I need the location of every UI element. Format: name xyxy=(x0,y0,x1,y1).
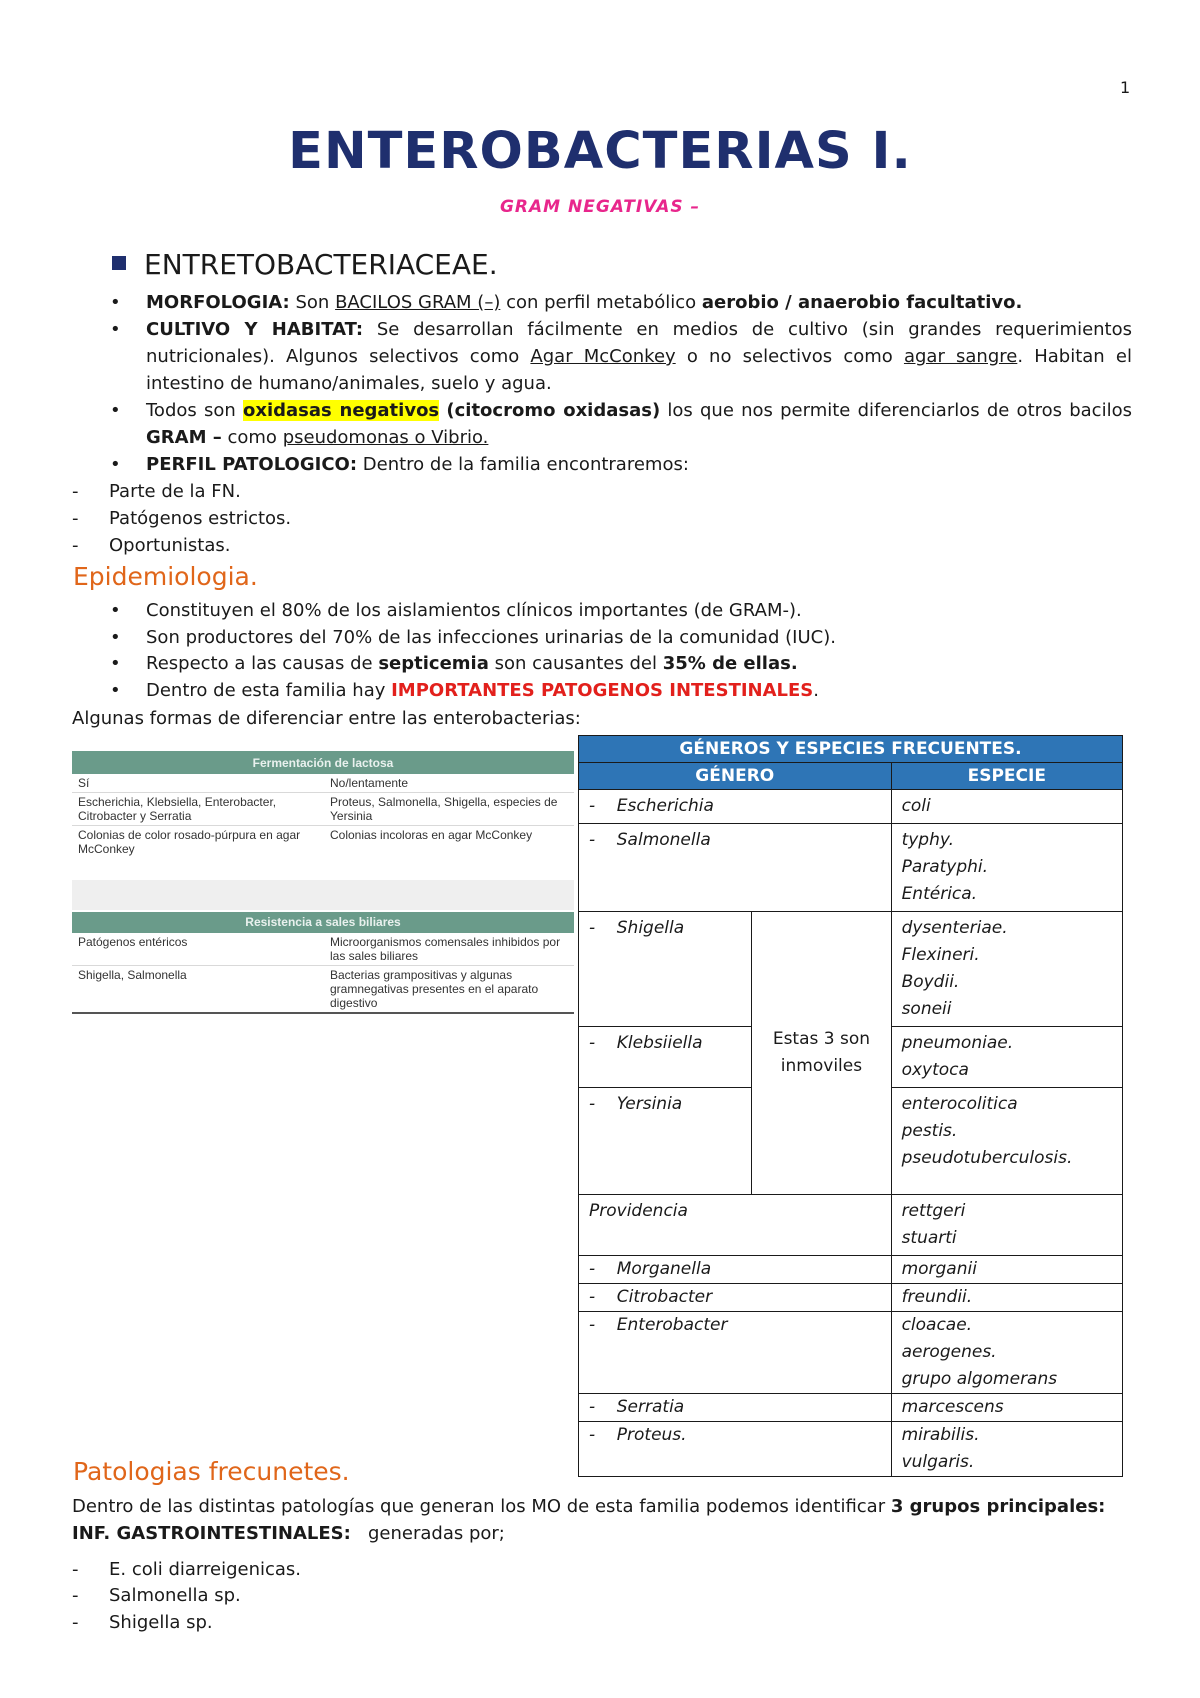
bullet-icon: • xyxy=(110,400,121,421)
especie-cell: coli xyxy=(891,790,1122,824)
square-bullet-icon xyxy=(112,256,126,270)
text: Dentro de las distintas patologías que generan los MO de esta familia podemos identificar xyxy=(72,1496,886,1517)
section-heading-enterobacteriaceae xyxy=(112,248,498,281)
red-text: IMPORTANTES PATOGENOS INTESTINALES xyxy=(391,680,814,701)
table-row xyxy=(72,933,574,966)
dash-item: - Salmonella sp. xyxy=(72,1585,241,1606)
text: . Habitan el intestino de humano/animales, suelo y agua. xyxy=(146,346,1132,394)
bullet-cultivo xyxy=(110,316,1132,397)
table-cell: Escherichia, Klebsiella, Enterobacter, Citrobacter y Serratia xyxy=(78,795,277,823)
heading-epidemiologia: Epidemiologia. xyxy=(73,562,258,591)
table-cell: Microorganismos comensales inhibidos por las sales biliares xyxy=(330,935,561,963)
text: con perfil metabólico xyxy=(506,292,697,313)
bullet-perfil xyxy=(110,451,1132,478)
table-row xyxy=(72,826,574,864)
table-row xyxy=(579,912,1123,1027)
table-row xyxy=(579,790,1123,824)
genero-cell: Providencia xyxy=(579,1195,892,1256)
table-row xyxy=(72,966,574,1014)
table-cell: Colonias incoloras en agar McConkey xyxy=(330,828,533,842)
bullet-oxidasa xyxy=(110,397,1132,451)
table-row xyxy=(579,1312,1123,1394)
bullet-morfologia xyxy=(110,289,1132,316)
table-cell: Patógenos entéricos xyxy=(78,935,188,949)
genero-cell: - Proteus. xyxy=(579,1422,892,1477)
table-row xyxy=(579,1195,1123,1256)
genero-cell: - Citrobacter xyxy=(579,1284,892,1312)
text: son causantes del xyxy=(494,653,657,674)
patologias-intro xyxy=(72,1493,1132,1520)
table-row xyxy=(579,1256,1123,1284)
heading-patologias: Patologias frecunetes. xyxy=(73,1457,350,1486)
dash-item: - Oportunistas. xyxy=(72,535,231,556)
bullet-epi-4 xyxy=(110,677,1132,704)
text: Dentro de esta familia hay xyxy=(146,680,386,701)
dash-item: - E. coli diarreigenicas. xyxy=(72,1559,302,1580)
genero-cell: - Shigella xyxy=(579,912,752,1027)
label: CULTIVO Y HABITAT: xyxy=(146,319,364,340)
especie-cell: morganii xyxy=(891,1256,1122,1284)
underlined-text: BACILOS GRAM (–) xyxy=(335,292,501,313)
especie-cell: marcescens xyxy=(891,1394,1122,1422)
dash-text: Shigella sp. xyxy=(109,1612,213,1633)
page-subtitle: GRAM NEGATIVAS – xyxy=(499,197,701,217)
highlighted-text: oxidasas negativos xyxy=(243,400,440,421)
dash-text: Salmonella sp. xyxy=(109,1585,241,1606)
especie-cell: pneumoniae. oxytoca xyxy=(891,1027,1122,1088)
page-number: 1 xyxy=(1120,78,1131,97)
label: PERFIL PATOLOGICO: xyxy=(146,454,358,475)
text: Constituyen el 80% de los aislamientos clínicos importantes (de GRAM-). xyxy=(146,600,802,621)
bullet-epi-2 xyxy=(110,624,1132,651)
bold-text: GRAM – xyxy=(146,427,222,448)
dash-item: - Shigella sp. xyxy=(72,1612,213,1633)
underlined-text: Agar McConkey xyxy=(530,346,676,367)
text: Se desarrollan fácilmente en medios de cultivo (sin grandes requerimientos nutricionales). Algunos selectivos como xyxy=(146,319,1132,367)
text: los que nos permite diferenciarlos de otros bacilos xyxy=(667,400,1132,421)
section-heading-text: ENTRETOBACTERIACEAE. xyxy=(144,248,498,281)
bullet-icon: • xyxy=(110,600,121,621)
table-cell: No/lentamente xyxy=(330,776,409,790)
especie-cell: typhy. Paratyphi. Entérica. xyxy=(891,824,1122,912)
especie-cell: dysenteriae. Flexineri. Boydii. soneii xyxy=(891,912,1122,1027)
table-row xyxy=(72,793,574,826)
bold-text: septicemia xyxy=(378,653,489,674)
table-row xyxy=(72,774,574,793)
table-cell: Shigella, Salmonella xyxy=(78,968,187,982)
table-cell: Colonias de color rosado-púrpura en agar McConkey xyxy=(78,828,301,856)
genero-cell: - Enterobacter xyxy=(579,1312,892,1394)
genero-cell: - Salmonella xyxy=(579,824,892,912)
especie-cell: freundii. xyxy=(891,1284,1122,1312)
especie-cell: mirabilis. vulgaris. xyxy=(891,1422,1122,1477)
dash-text: Oportunistas. xyxy=(109,535,231,556)
text: Son productores del 70% de las infecciones urinarias de la comunidad (IUC). xyxy=(146,627,836,648)
diferenciar-text: Algunas formas de diferenciar entre las enterobacterias: xyxy=(72,708,581,729)
genero-cell: - Escherichia xyxy=(579,790,892,824)
underlined-text: pseudomonas o Vibrio. xyxy=(282,427,489,448)
dash-text: E. coli diarreigenicas. xyxy=(109,1559,302,1580)
text: o no selectivos como xyxy=(686,346,893,367)
text: . xyxy=(813,680,819,701)
bullet-icon: • xyxy=(110,454,121,475)
bullet-epi-1 xyxy=(110,597,1132,624)
genero-cell: - Yersinia xyxy=(579,1088,752,1195)
inmoviles-note: Estas 3 son inmoviles xyxy=(752,912,891,1195)
table-cell: Bacterias grampositivas y algunas gramnegativas presentes en el aparato digestivo xyxy=(330,968,539,1010)
page-title: ENTEROBACTERIAS I. xyxy=(288,122,912,181)
text: generadas por; xyxy=(368,1523,505,1544)
bullet-icon: • xyxy=(110,319,121,340)
bold-text: aerobio / anaerobio facultativo. xyxy=(701,292,1023,313)
bile-salts-table xyxy=(72,912,574,1014)
especie-cell: enterocolitica pestis. pseudotuberculosis. xyxy=(891,1088,1122,1195)
especie-cell: rettgeri stuarti xyxy=(891,1195,1122,1256)
genero-cell: - Morganella xyxy=(579,1256,892,1284)
text: Todos son xyxy=(146,400,236,421)
lactose-table-header: Fermentación de lactosa xyxy=(72,753,574,774)
especie-cell: cloacae. aerogenes. grupo algomerans xyxy=(891,1312,1122,1394)
label: INF. GASTROINTESTINALES: xyxy=(72,1523,351,1544)
genero-cell: - Serratia xyxy=(579,1394,892,1422)
bullet-icon: • xyxy=(110,292,121,313)
table-row xyxy=(579,1284,1123,1312)
label: MORFOLOGIA: xyxy=(146,292,290,313)
dash-text: Parte de la FN. xyxy=(109,481,241,502)
bile-table-header: Resistencia a sales biliares xyxy=(72,912,574,933)
bullet-icon: • xyxy=(110,627,121,648)
table-row xyxy=(579,1394,1123,1422)
table-row xyxy=(579,824,1123,912)
table-cell: Proteus, Salmonella, Shigella, especies de Yersinia xyxy=(330,795,558,823)
bold-text: (citocromo oxidasas) xyxy=(446,400,661,421)
bold-text: 3 grupos principales: xyxy=(890,1496,1106,1517)
genero-cell: - Klebsiiella xyxy=(579,1027,752,1088)
text: Respecto a las causas de xyxy=(146,653,373,674)
bullet-epi-3 xyxy=(110,650,1132,677)
table-row xyxy=(579,1422,1123,1477)
table-title: GÉNEROS Y ESPECIES FRECUENTES. xyxy=(579,736,1123,763)
dash-item: - Parte de la FN. xyxy=(72,481,241,502)
bullet-icon: • xyxy=(110,680,121,701)
table-gap xyxy=(72,880,574,910)
lactose-table xyxy=(72,751,574,864)
column-header-genero: GÉNERO xyxy=(579,763,892,790)
text: Dentro de la familia encontraremos: xyxy=(362,454,689,475)
text: como xyxy=(227,427,277,448)
bold-text: 35% de ellas. xyxy=(662,653,798,674)
text: Son xyxy=(295,292,330,313)
table-cell: Sí xyxy=(78,776,90,790)
column-header-especie: ESPECIE xyxy=(891,763,1122,790)
dash-item: - Patógenos estrictos. xyxy=(72,508,292,529)
bullet-icon: • xyxy=(110,653,121,674)
gi-line xyxy=(72,1520,505,1547)
dash-text: Patógenos estrictos. xyxy=(109,508,292,529)
underlined-text: agar sangre xyxy=(903,346,1018,367)
generos-especies-table xyxy=(578,735,1123,1477)
